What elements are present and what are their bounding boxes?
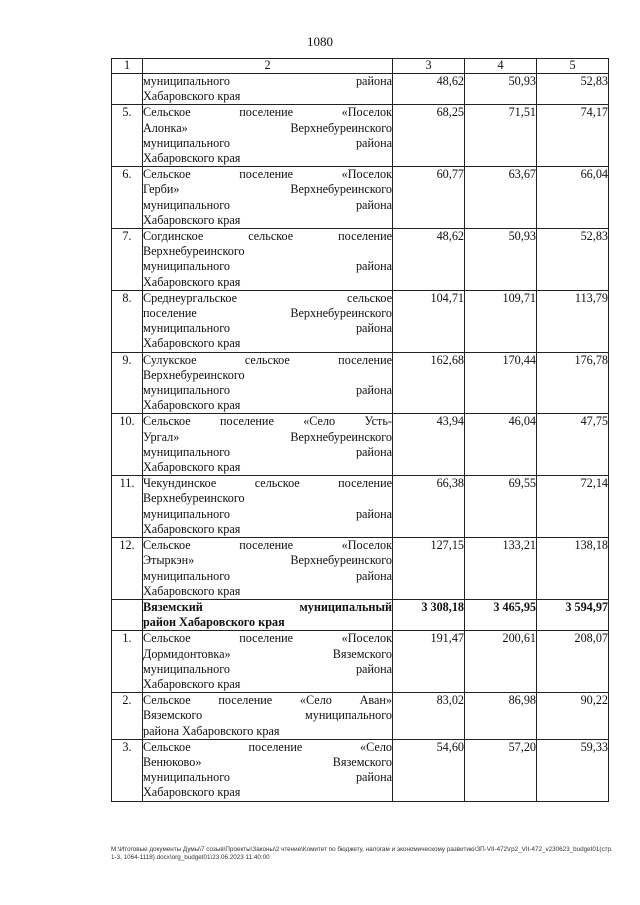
row-number: 8. bbox=[112, 290, 143, 352]
municipality-name-line: муниципального района bbox=[143, 383, 392, 398]
municipality-name-line: Хабаровского края bbox=[143, 274, 241, 289]
municipality-name-line: Сельское поселение «Поселок bbox=[143, 167, 392, 182]
row-number: 5. bbox=[112, 105, 143, 167]
municipality-name bbox=[143, 167, 393, 229]
municipality-name bbox=[143, 229, 393, 291]
row-number: 7. bbox=[112, 229, 143, 291]
municipality-name bbox=[143, 631, 393, 693]
municipality-name-line: Сулукское сельское поселение bbox=[143, 352, 392, 367]
value-year-2: 3 465,95 bbox=[465, 599, 537, 630]
municipality-name-line: муниципального района bbox=[143, 135, 392, 150]
value-year-3: 66,04 bbox=[537, 167, 609, 229]
column-header-2: 2 bbox=[143, 59, 393, 74]
value-year-1: 127,15 bbox=[393, 538, 465, 600]
value-year-3: 113,79 bbox=[537, 290, 609, 352]
municipality-name-line: Этыркэн» Верхнебуреинского bbox=[143, 553, 392, 568]
table-row bbox=[112, 693, 609, 740]
row-number bbox=[112, 599, 143, 630]
municipality-name bbox=[143, 352, 393, 414]
table-header-row bbox=[112, 59, 609, 74]
municipality-name-line: Сельское поселение «Поселок bbox=[143, 631, 392, 646]
municipality-name-line: муниципального района bbox=[143, 74, 392, 88]
municipality-name-line: Алонка» Верхнебуреинского bbox=[143, 120, 392, 135]
column-header-5: 5 bbox=[537, 59, 609, 74]
table-row bbox=[112, 631, 609, 693]
municipality-name-line: муниципального района bbox=[143, 259, 392, 274]
table-row bbox=[112, 352, 609, 414]
municipality-name bbox=[143, 105, 393, 167]
municipality-name-line: район Хабаровского края bbox=[143, 615, 285, 630]
municipality-name-line: Сельское поселение «Поселок bbox=[143, 105, 392, 120]
municipality-name bbox=[143, 739, 393, 801]
value-year-2: 86,98 bbox=[465, 693, 537, 740]
municipality-name-line: Дормидонтовка» Вяземского bbox=[143, 646, 392, 661]
value-year-1: 60,77 bbox=[393, 167, 465, 229]
page-number: 1080 bbox=[307, 34, 333, 49]
value-year-3: 59,33 bbox=[537, 739, 609, 801]
value-year-2: 50,93 bbox=[465, 74, 537, 105]
value-year-2: 57,20 bbox=[465, 739, 537, 801]
municipality-name-line: Хабаровского края bbox=[143, 583, 241, 598]
value-year-3: 47,75 bbox=[537, 414, 609, 476]
value-year-2: 170,44 bbox=[465, 352, 537, 414]
table-row bbox=[112, 290, 609, 352]
value-year-3: 74,17 bbox=[537, 105, 609, 167]
municipality-name-line: Хабаровского края bbox=[143, 398, 241, 413]
municipality-name bbox=[143, 74, 393, 105]
municipality-name-line: Чекундинское сельское поселение bbox=[143, 476, 392, 491]
municipality-name-line: муниципального района bbox=[143, 506, 392, 521]
municipality-name-line: Сельское поселение «Село bbox=[143, 739, 392, 754]
value-year-3: 3 594,97 bbox=[537, 599, 609, 630]
municipality-name-line: муниципального района bbox=[143, 197, 392, 212]
value-year-2: 109,71 bbox=[465, 290, 537, 352]
value-year-3: 52,83 bbox=[537, 229, 609, 291]
municipality-name bbox=[143, 414, 393, 476]
value-year-3: 176,78 bbox=[537, 352, 609, 414]
municipality-name-line: Согдинское сельское поселение bbox=[143, 229, 392, 244]
value-year-2: 133,21 bbox=[465, 538, 537, 600]
table-row bbox=[112, 476, 609, 538]
column-header-1: 1 bbox=[112, 59, 143, 74]
table-row bbox=[112, 167, 609, 229]
value-year-2: 50,93 bbox=[465, 229, 537, 291]
column-header-4: 4 bbox=[465, 59, 537, 74]
municipality-name-line: района Хабаровского края bbox=[143, 723, 280, 738]
row-number: 6. bbox=[112, 167, 143, 229]
row-number: 12. bbox=[112, 538, 143, 600]
table-row bbox=[112, 414, 609, 476]
value-year-2: 46,04 bbox=[465, 414, 537, 476]
municipality-name-line: Сельское поселение «Поселок bbox=[143, 538, 392, 553]
table-row bbox=[112, 229, 609, 291]
table-group-row bbox=[112, 599, 609, 630]
row-number: 1. bbox=[112, 631, 143, 693]
municipality-name-line: поселение Верхнебуреинского bbox=[143, 306, 392, 321]
municipality-name-line: муниципального района bbox=[143, 321, 392, 336]
table-row bbox=[112, 538, 609, 600]
municipality-name-line: Верхнебуреинского bbox=[143, 367, 245, 382]
municipality-name bbox=[143, 538, 393, 600]
value-year-1: 162,68 bbox=[393, 352, 465, 414]
table-body bbox=[112, 74, 609, 802]
municipality-name bbox=[143, 476, 393, 538]
value-year-3: 72,14 bbox=[537, 476, 609, 538]
value-year-1: 48,62 bbox=[393, 74, 465, 105]
municipality-name-line: муниципального района bbox=[143, 661, 392, 676]
table-row bbox=[112, 739, 609, 801]
value-year-2: 200,61 bbox=[465, 631, 537, 693]
municipality-name-line: Хабаровского края bbox=[143, 212, 241, 227]
row-number: 11. bbox=[112, 476, 143, 538]
column-header-3: 3 bbox=[393, 59, 465, 74]
row-number: 10. bbox=[112, 414, 143, 476]
municipality-name-line: Хабаровского края bbox=[143, 521, 241, 536]
value-year-3: 208,07 bbox=[537, 631, 609, 693]
value-year-3: 138,18 bbox=[537, 538, 609, 600]
municipality-name-line: муниципального района bbox=[143, 770, 392, 785]
value-year-3: 90,22 bbox=[537, 693, 609, 740]
municipality-name-line: муниципального района bbox=[143, 444, 392, 459]
value-year-3: 52,83 bbox=[537, 74, 609, 105]
document-path-footer: М:\Итоговые документы Думы\7 созыв\Проекты\Законы\2 чтение\Комитет по бюджету, налогам и экономическому развитию\ЗП-VII-472\гр2_VII-472_v230623_budget01(стр.1-3, 1064-1118).docx\org_budget01\23.06.2023 11:40:00 bbox=[111, 846, 613, 861]
municipality-name-line: Хабаровского края bbox=[143, 89, 241, 104]
value-year-2: 69,55 bbox=[465, 476, 537, 538]
municipality-name-line: Хабаровского края bbox=[143, 151, 241, 166]
value-year-1: 104,71 bbox=[393, 290, 465, 352]
municipality-name bbox=[143, 599, 393, 630]
value-year-1: 83,02 bbox=[393, 693, 465, 740]
budget-table bbox=[111, 58, 609, 802]
value-year-1: 43,94 bbox=[393, 414, 465, 476]
row-number: 9. bbox=[112, 352, 143, 414]
row-number: 2. bbox=[112, 693, 143, 740]
table-row bbox=[112, 105, 609, 167]
value-year-1: 3 308,18 bbox=[393, 599, 465, 630]
value-year-1: 191,47 bbox=[393, 631, 465, 693]
municipality-name-line: Верхнебуреинского bbox=[143, 491, 245, 506]
municipality-name-line: Верхнебуреинского bbox=[143, 244, 245, 259]
municipality-name bbox=[143, 693, 393, 740]
value-year-2: 63,67 bbox=[465, 167, 537, 229]
municipality-name bbox=[143, 290, 393, 352]
municipality-name-line: Хабаровского края bbox=[143, 336, 241, 351]
value-year-1: 66,38 bbox=[393, 476, 465, 538]
value-year-1: 48,62 bbox=[393, 229, 465, 291]
municipality-name-line: Хабаровского края bbox=[143, 676, 241, 691]
municipality-name-line: Ургал» Верхнебуреинского bbox=[143, 429, 392, 444]
municipality-name-line: Герби» Верхнебуреинского bbox=[143, 182, 392, 197]
row-number: 3. bbox=[112, 739, 143, 801]
municipality-name-line: Хабаровского края bbox=[143, 785, 241, 800]
municipality-name-line: Сельское поселение «Село Усть- bbox=[143, 414, 392, 429]
municipality-name-line: муниципального района bbox=[143, 568, 392, 583]
municipality-name-line: Сельское поселение «Село Аван» bbox=[143, 693, 392, 708]
row-number bbox=[112, 74, 143, 105]
municipality-name-line: Венюково» Вяземского bbox=[143, 754, 392, 769]
municipality-name-line: Вяземский муниципальный bbox=[143, 599, 392, 614]
value-year-1: 68,25 bbox=[393, 105, 465, 167]
municipality-name-line: Среднеургальское сельское bbox=[143, 290, 392, 305]
value-year-2: 71,51 bbox=[465, 105, 537, 167]
municipality-name-line: Вяземского муниципального bbox=[143, 708, 392, 723]
municipality-name-line: Хабаровского края bbox=[143, 460, 241, 475]
value-year-1: 54,60 bbox=[393, 739, 465, 801]
table-row bbox=[112, 74, 609, 105]
